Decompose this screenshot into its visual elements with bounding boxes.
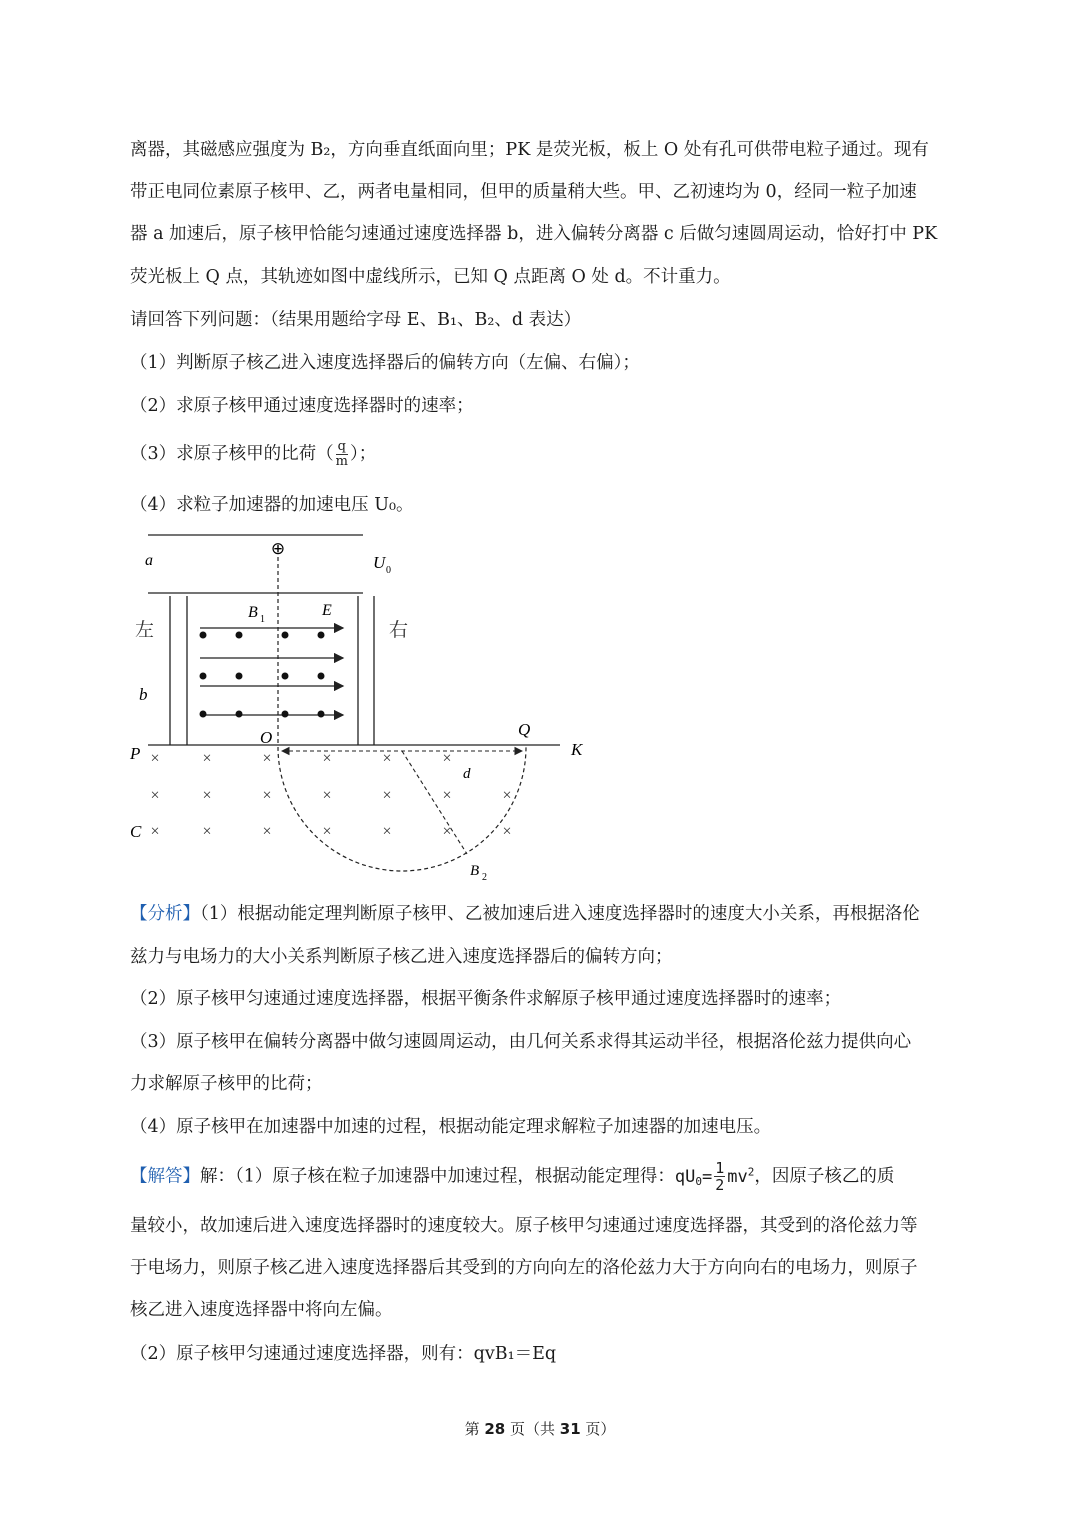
label-d: d: [463, 766, 471, 782]
label-k: K: [571, 740, 583, 759]
analysis-line-1: 【分析】（1）根据动能定理判断原子核甲、乙被加速后进入速度选择器时的速度大小关系，再根据洛伦: [130, 904, 920, 924]
page-footer: 第 28 页（共 31 页）: [464, 1420, 616, 1438]
svg-text:×: ×: [262, 787, 272, 804]
label-o: O: [260, 728, 273, 747]
label-c: C: [130, 822, 142, 841]
b2-field-crosses: [150, 750, 511, 840]
svg-text:×: ×: [442, 787, 452, 804]
problem-line-4: 荧光板上 Q 点，其轨迹如图中虚线所示，已知 Q 点距离 O 处 d。不计重力。: [130, 267, 731, 287]
answer-line-3: 于电场力，则原子核乙进入速度选择器后其受到的方向向左的洛伦兹力大于方向向右的电场力，则原子: [130, 1258, 918, 1278]
svg-text:×: ×: [322, 787, 332, 804]
label-b: b: [139, 685, 148, 704]
positive-particle-icon: ⊕: [270, 539, 286, 558]
fraction-numerator: q: [337, 439, 346, 454]
svg-text:×: ×: [262, 750, 272, 767]
question-1: （1）判断原子核乙进入速度选择器后的偏转方向（左偏、右偏）；: [130, 353, 640, 373]
charge-mass-fraction: [336, 440, 348, 469]
page-total: 31: [559, 1420, 581, 1438]
label-left: 左: [135, 620, 155, 641]
label-right: 右: [389, 620, 409, 641]
svg-text:×: ×: [442, 823, 452, 840]
problem-line-3: 器 a 加速后，原子核甲恰能匀速通过速度选择器 b，进入偏转分离器 c 后做匀速圆周运动，恰好打中 PK: [130, 224, 938, 244]
svg-text:×: ×: [502, 823, 512, 840]
answer-line-4: 核乙进入速度选择器中将向左偏。: [130, 1300, 393, 1320]
svg-text:×: ×: [150, 823, 160, 840]
b1-field-dots: [200, 632, 325, 718]
label-q: Q: [518, 720, 531, 739]
answer-line-1: 【解答】解：（1）原子核在粒子加速器中加速过程，根据动能定理得：$qU_0=$ $\frac{1}{2}$ $mv^2$，因原子核乙的质: [130, 1159, 895, 1195]
label-u0: U: [373, 553, 386, 572]
radius-line: [402, 751, 467, 854]
svg-text:×: ×: [150, 787, 160, 804]
svg-text:×: ×: [322, 750, 332, 767]
label-b1-sub: 1: [260, 614, 265, 625]
analysis-line-3: （2）原子核甲匀速通过速度选择器，根据平衡条件求解原子核甲通过速度选择器时的速率；: [130, 989, 842, 1009]
label-b1: B: [248, 604, 258, 621]
svg-text:×: ×: [202, 787, 212, 804]
question-4: （4）求粒子加速器的加速电压 U₀。: [130, 495, 414, 515]
label-u0-sub: 0: [386, 565, 391, 576]
question-2: （2）求原子核甲通过速度选择器时的速率；: [130, 396, 474, 416]
label-a: a: [145, 552, 153, 569]
label-p: P: [130, 744, 141, 763]
svg-text:×: ×: [202, 823, 212, 840]
apparatus-diagram: [125, 530, 595, 885]
fraction-denominator: m: [335, 454, 348, 469]
problem-line-2: 带正电同位素原子核甲、乙，两者电量相同，但甲的质量稍大些。甲、乙初速均为 0，经同一粒子加速: [130, 182, 917, 202]
svg-text:×: ×: [502, 787, 512, 804]
svg-text:×: ×: [150, 750, 160, 767]
answer-line-5: （2）原子核甲匀速通过速度选择器，则有：qvB₁＝Eq: [130, 1344, 557, 1364]
question-3-prefix: （3）求原子核甲的比荷（: [130, 444, 334, 464]
trajectory-arc: [278, 747, 526, 871]
question-3-suffix: ）；: [349, 444, 377, 464]
analysis-line-4: （3）原子核甲在偏转分离器中做匀速圆周运动，由几何关系求得其运动半径，根据洛伦兹力提供向心: [130, 1032, 912, 1052]
analysis-line-5: 力求解原子核甲的比荷；: [130, 1074, 323, 1094]
svg-text:×: ×: [382, 750, 392, 767]
label-b2-sub: 2: [482, 872, 487, 883]
analysis-line-6: （4）原子核甲在加速器中加速的过程，根据动能定理求解粒子加速器的加速电压。: [130, 1117, 772, 1137]
problem-line-1: 离器，其磁感应强度为 B₂，方向垂直纸面向里；PK 是荧光板，板上 O 处有孔可供带电粒子通过。现有: [130, 140, 929, 160]
kinetic-energy-formula: $qU_0=$ $\frac{1}{2}$ $mv^2$: [674, 1159, 755, 1195]
svg-text:×: ×: [322, 823, 332, 840]
answer-tag: 【解答】: [130, 1166, 200, 1187]
svg-text:×: ×: [202, 750, 212, 767]
svg-text:×: ×: [382, 787, 392, 804]
answer-line-2: 量较小，故加速后进入速度选择器时的速度较大。原子核甲匀速通过速度选择器，其受到的洛伦兹力等: [130, 1216, 918, 1236]
svg-text:×: ×: [262, 823, 272, 840]
problem-prompt: 请回答下列问题：（结果用题给字母 E、B₁、B₂、d 表达）: [130, 310, 582, 330]
label-b2: B: [470, 863, 480, 879]
analysis-line-2: 兹力与电场力的大小关系判断原子核乙进入速度选择器后的偏转方向；: [130, 947, 673, 967]
label-e: E: [322, 602, 332, 619]
svg-text:×: ×: [442, 750, 452, 767]
svg-text:×: ×: [382, 823, 392, 840]
question-3: [130, 440, 376, 469]
page-number: 28: [484, 1420, 506, 1438]
analysis-tag: 【分析】: [130, 904, 200, 924]
